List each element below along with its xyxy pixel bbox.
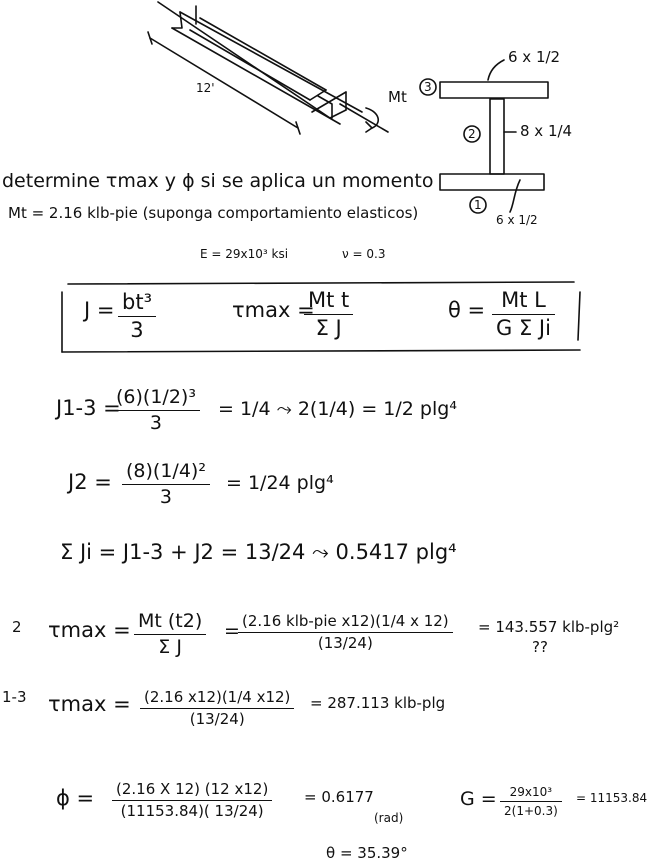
theta-formula-numerator: Mt L xyxy=(501,288,546,312)
problem-line-2: Mt = 2.16 klb-pie (suponga comportamiento elasticos) xyxy=(8,204,419,222)
g-lhs: G = xyxy=(460,788,497,810)
marker-2: 2 xyxy=(468,127,476,141)
j-formula-numerator: bt³ xyxy=(122,290,152,314)
poisson-ratio: ν = 0.3 xyxy=(342,247,386,261)
tau13-result: = 287.113 klb-plg xyxy=(310,694,446,712)
g-denominator: 2(1+0.3) xyxy=(504,804,558,818)
tau13-fraction xyxy=(140,690,294,727)
sum-j-line: Σ Ji = J1-3 + J2 = 13/24 ⤳ 0.5417 plg⁴ xyxy=(60,540,457,564)
j13-denominator: 3 xyxy=(149,412,163,434)
phi-unit: (rad) xyxy=(374,811,404,825)
beam-sketch xyxy=(148,2,388,134)
tau2-fraction-2 xyxy=(238,614,453,651)
j-formula-fraction xyxy=(118,292,156,341)
moment-label: Mt xyxy=(388,88,407,106)
theta-formula-denominator: G Σ Ji xyxy=(496,316,551,340)
tau2-f2-denominator: (13/24) xyxy=(317,634,373,652)
tau2-lhs: τmax = xyxy=(48,618,131,642)
problem-line-1: determine τmax y ϕ si se aplica un momento xyxy=(2,170,434,192)
tau2-equals: = xyxy=(224,620,240,642)
j13-fraction xyxy=(112,388,200,433)
phi-result: = 0.6177 xyxy=(304,788,374,806)
j2-lhs: J2 = xyxy=(68,470,112,494)
marker-1: 1 xyxy=(474,198,482,212)
theta-degrees: θ = 35.39° xyxy=(326,844,408,862)
tau2-note: ?? xyxy=(532,638,548,656)
tau-formula-fraction xyxy=(304,290,353,339)
tau13-lhs: τmax = xyxy=(48,692,131,716)
plate-bottom-dims: 6 x 1/2 xyxy=(496,213,538,227)
tau2-f2-numerator: (2.16 klb-pie x12)(1/4 x 12) xyxy=(242,612,449,630)
tau13-index: 1-3 xyxy=(2,688,27,706)
tau13-denominator: (13/24) xyxy=(189,710,245,728)
j2-denominator: 3 xyxy=(159,486,173,508)
phi-denominator: (11153.84)( 13/24) xyxy=(120,802,264,820)
j13-result: = 1/4 ⤳ 2(1/4) = 1/2 plg⁴ xyxy=(218,398,457,420)
j2-numerator: (8)(1/4)² xyxy=(126,460,206,482)
tau-formula-numerator: Mt t xyxy=(308,288,350,312)
tau-formula-denominator: Σ J xyxy=(315,316,342,340)
elastic-modulus: E = 29x10³ ksi xyxy=(200,247,289,261)
theta-formula-fraction xyxy=(492,290,555,339)
phi-fraction xyxy=(112,782,272,819)
marker-3: 3 xyxy=(424,80,432,94)
tau2-result: = 143.557 klb-plg² xyxy=(478,618,620,636)
theta-formula-lhs: θ = xyxy=(448,298,486,322)
tau2-index: 2 xyxy=(12,618,22,636)
plate-web-dims: 8 x 1/4 xyxy=(520,122,573,140)
beam-length-label: 12' xyxy=(196,81,215,95)
j2-fraction xyxy=(122,462,210,507)
phi-lhs: ϕ = xyxy=(56,786,95,810)
j13-numerator: (6)(1/2)³ xyxy=(116,386,196,408)
j-formula-lhs: J = xyxy=(84,298,115,322)
tau2-fraction-1 xyxy=(134,612,206,657)
g-result: = 11153.84 xyxy=(576,791,648,805)
tau13-numerator: (2.16 x12)(1/4 x12) xyxy=(144,688,291,706)
j13-lhs: J1-3 = xyxy=(56,396,121,420)
plate-top-dims: 6 x 1/2 xyxy=(508,48,561,66)
tau2-f1-denominator: Σ J xyxy=(158,636,182,658)
tau2-f1-numerator: Mt (t2) xyxy=(138,610,203,632)
j-formula-denominator: 3 xyxy=(130,318,144,342)
tau-formula-lhs: τmax = xyxy=(232,298,315,322)
g-fraction xyxy=(500,786,562,817)
j2-result: = 1/24 plg⁴ xyxy=(226,472,334,494)
phi-numerator: (2.16 X 12) (12 x12) xyxy=(116,780,269,798)
g-numerator: 29x10³ xyxy=(509,785,553,799)
